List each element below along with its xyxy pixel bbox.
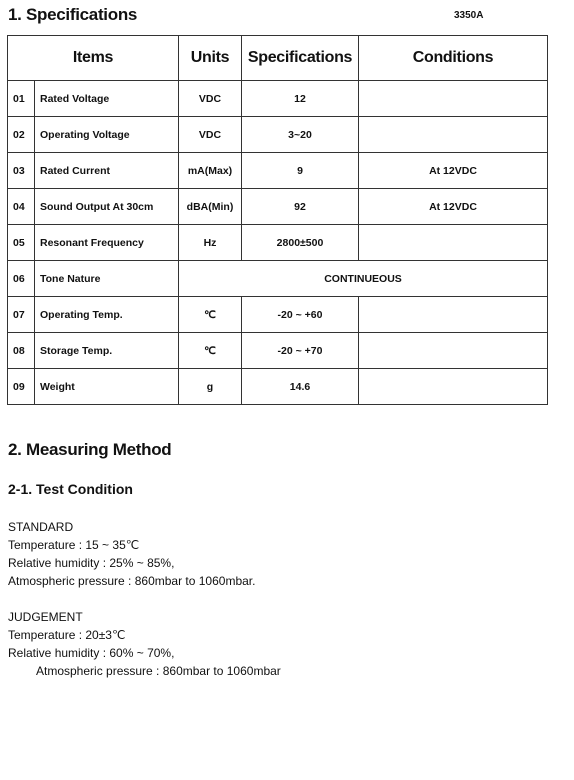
row-number: 05 bbox=[8, 225, 35, 261]
row-item: Tone Nature bbox=[35, 261, 179, 297]
row-item: Resonant Frequency bbox=[35, 225, 179, 261]
row-number: 09 bbox=[8, 369, 35, 405]
row-unit: g bbox=[179, 369, 242, 405]
row-unit: ℃ bbox=[179, 297, 242, 333]
subsection-title: 2-1. Test Condition bbox=[8, 481, 133, 497]
row-condition bbox=[359, 81, 548, 117]
row-number: 01 bbox=[8, 81, 35, 117]
header-specifications: Specifications bbox=[242, 36, 359, 81]
row-item: Rated Voltage bbox=[35, 81, 179, 117]
table-row bbox=[8, 261, 548, 297]
table-row bbox=[8, 81, 548, 117]
model-number: 3350A bbox=[454, 10, 484, 21]
row-unit: mA(Max) bbox=[179, 153, 242, 189]
row-number: 08 bbox=[8, 333, 35, 369]
row-unit: dBA(Min) bbox=[179, 189, 242, 225]
table-header-row bbox=[8, 36, 548, 81]
row-number: 03 bbox=[8, 153, 35, 189]
header-conditions: Conditions bbox=[359, 36, 548, 81]
table-row bbox=[8, 153, 548, 189]
row-item: Sound Output At 30cm bbox=[35, 189, 179, 225]
judgement-pressure: Atmospheric pressure : 860mbar to 1060mbar bbox=[36, 664, 281, 678]
row-condition: At 12VDC bbox=[359, 189, 548, 225]
standard-humidity: Relative humidity : 25% ~ 85%, bbox=[8, 556, 175, 570]
row-condition bbox=[359, 225, 548, 261]
section-2-title: 2. Measuring Method bbox=[8, 440, 172, 459]
row-unit: ℃ bbox=[179, 333, 242, 369]
row-spec: 3~20 bbox=[242, 117, 359, 153]
judgement-heading: JUDGEMENT bbox=[8, 610, 83, 624]
row-condition bbox=[359, 333, 548, 369]
judgement-temperature: Temperature : 20±3℃ bbox=[8, 628, 126, 642]
table-row bbox=[8, 369, 548, 405]
table-row bbox=[8, 333, 548, 369]
row-spec: 2800±500 bbox=[242, 225, 359, 261]
row-number: 07 bbox=[8, 297, 35, 333]
judgement-conditions bbox=[8, 608, 281, 680]
row-number: 04 bbox=[8, 189, 35, 225]
row-item: Operating Voltage bbox=[35, 117, 179, 153]
row-condition: At 12VDC bbox=[359, 153, 548, 189]
row-number: 06 bbox=[8, 261, 35, 297]
row-item: Weight bbox=[35, 369, 179, 405]
row-number: 02 bbox=[8, 117, 35, 153]
section-1-title: 1. Specifications bbox=[8, 5, 138, 24]
table-row bbox=[8, 225, 548, 261]
table-row bbox=[8, 117, 548, 153]
row-condition bbox=[359, 117, 548, 153]
row-item: Rated Current bbox=[35, 153, 179, 189]
row-spec: 9 bbox=[242, 153, 359, 189]
standard-heading: STANDARD bbox=[8, 520, 74, 534]
row-condition bbox=[359, 369, 548, 405]
row-spec: 14.6 bbox=[242, 369, 359, 405]
row-spec: 92 bbox=[242, 189, 359, 225]
judgement-humidity: Relative humidity : 60% ~ 70%, bbox=[8, 646, 175, 660]
row-item: Operating Temp. bbox=[35, 297, 179, 333]
table-row bbox=[8, 297, 548, 333]
standard-temperature: Temperature : 15 ~ 35℃ bbox=[8, 538, 140, 552]
row-spec: 12 bbox=[242, 81, 359, 117]
row-merged-value: CONTINUEOUS bbox=[179, 261, 548, 297]
row-unit: Hz bbox=[179, 225, 242, 261]
row-item: Storage Temp. bbox=[35, 333, 179, 369]
row-condition bbox=[359, 297, 548, 333]
row-unit: VDC bbox=[179, 81, 242, 117]
row-unit: VDC bbox=[179, 117, 242, 153]
row-spec: -20 ~ +70 bbox=[242, 333, 359, 369]
standard-pressure: Atmospheric pressure : 860mbar to 1060mbar. bbox=[8, 574, 256, 588]
header-units: Units bbox=[179, 36, 242, 81]
standard-conditions bbox=[8, 518, 255, 590]
table-row bbox=[8, 189, 548, 225]
specifications-table bbox=[7, 35, 548, 405]
header-items: Items bbox=[8, 36, 179, 81]
row-spec: -20 ~ +60 bbox=[242, 297, 359, 333]
